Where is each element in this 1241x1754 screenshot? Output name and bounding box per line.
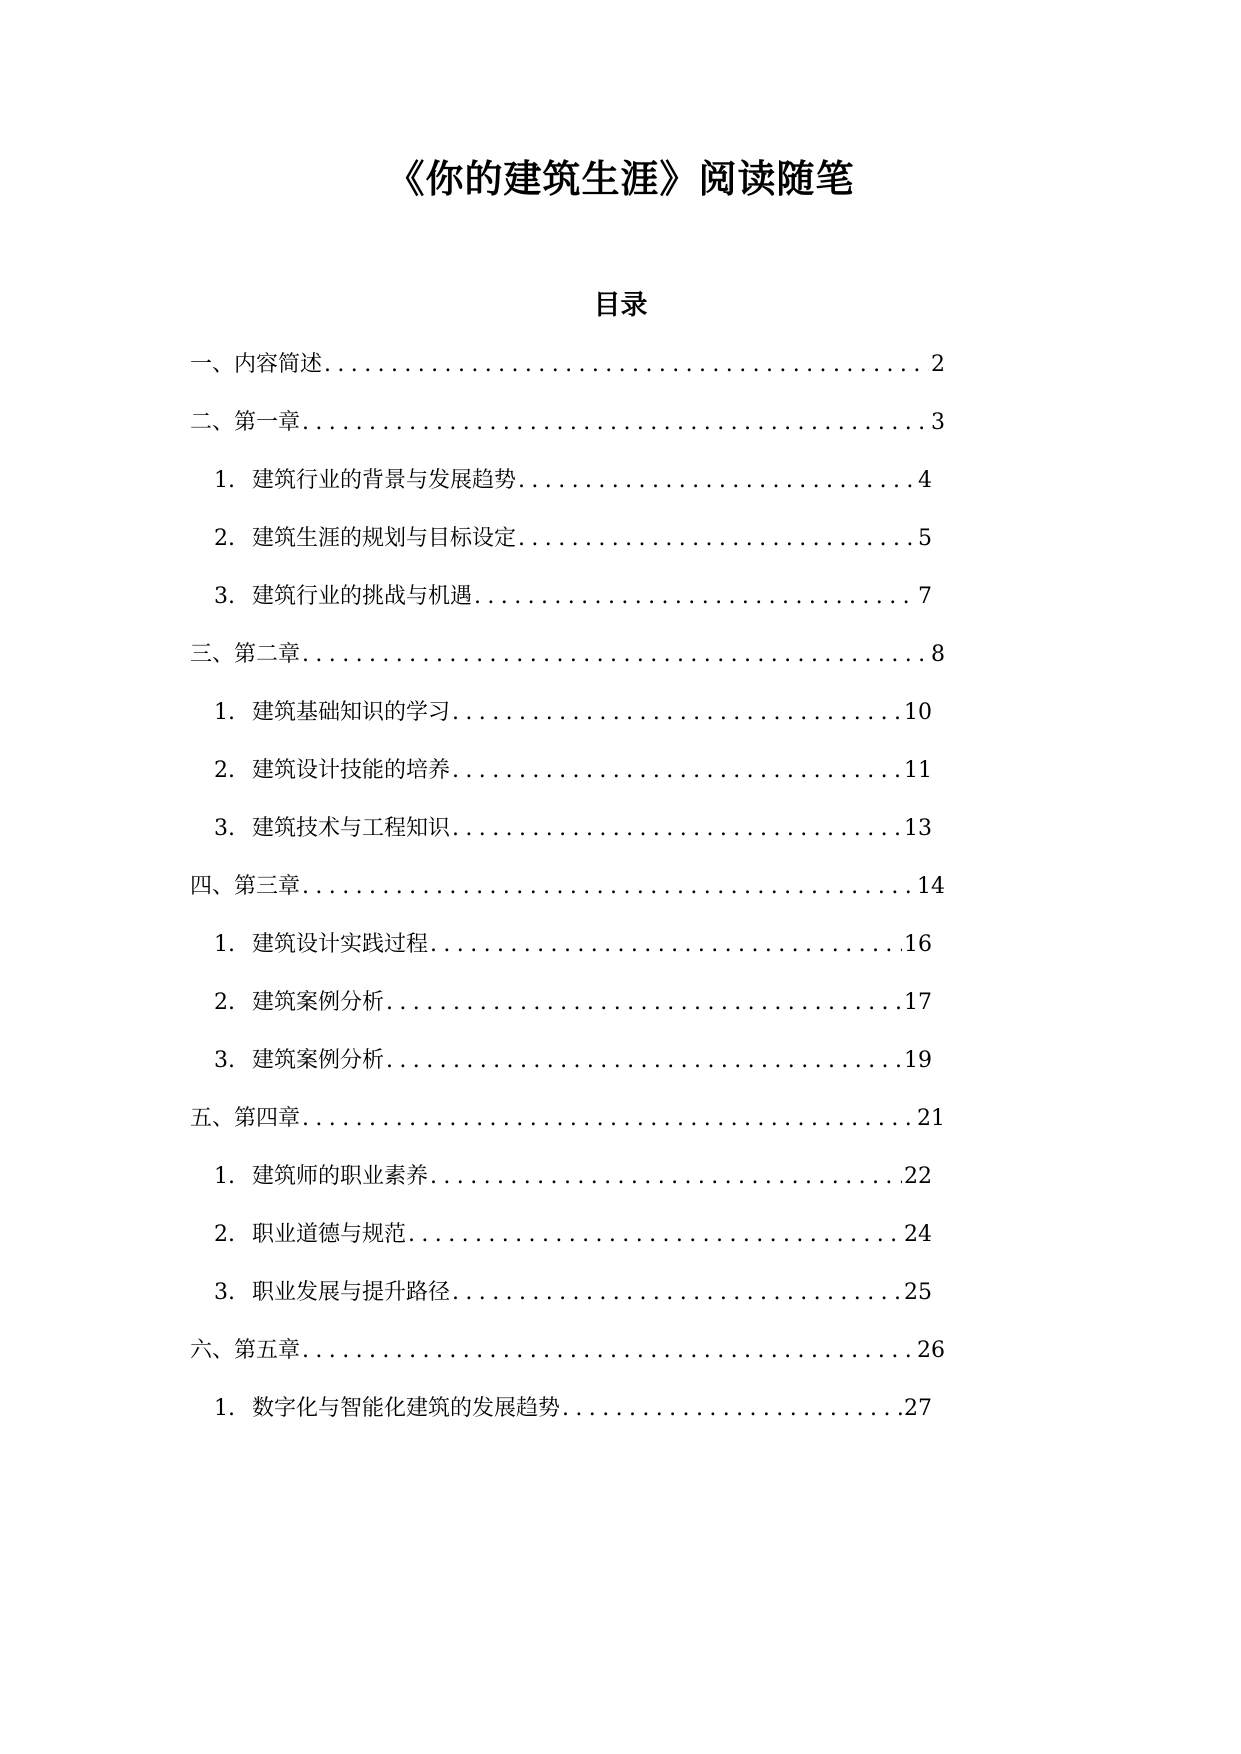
toc-entry[interactable] — [190, 406, 945, 440]
toc-dot-leader — [324, 348, 929, 382]
toc-entry-label: 五、第四章 — [190, 1106, 301, 1131]
toc-subentry[interactable] — [214, 1044, 932, 1078]
toc-page-number: 7 — [918, 584, 932, 609]
toc-page-number: 27 — [904, 1396, 932, 1421]
toc-dot-leader — [452, 1276, 902, 1310]
toc-entry-label: 建筑师的职业素养 — [252, 1164, 429, 1189]
toc-dot-leader — [430, 928, 902, 962]
toc-dot-leader — [474, 580, 916, 614]
toc-subentry[interactable] — [214, 1160, 932, 1194]
toc-subentry-number: 2. — [214, 1222, 235, 1247]
toc-entry-label: 一、内容简述 — [190, 352, 323, 377]
toc-entry[interactable] — [190, 1334, 945, 1368]
toc-subentry-number: 3. — [214, 1280, 235, 1305]
toc-subentry-number: 3. — [214, 1048, 235, 1073]
toc-page-number: 11 — [904, 758, 932, 783]
toc-subentry-number: 2. — [214, 526, 235, 551]
toc-page-number: 24 — [904, 1222, 932, 1247]
toc-dot-leader — [302, 1102, 915, 1136]
toc-entry-label: 数字化与智能化建筑的发展趋势 — [252, 1396, 561, 1421]
toc-entry-label: 六、第五章 — [190, 1338, 301, 1363]
toc-page-number: 4 — [918, 468, 932, 493]
toc-subentry-number: 1. — [214, 932, 235, 957]
toc-dot-leader — [408, 1218, 902, 1252]
toc-entry[interactable] — [190, 1102, 945, 1136]
toc-entry-label: 建筑基础知识的学习 — [252, 700, 451, 725]
toc-subentry-number: 3. — [214, 816, 235, 841]
toc-page-number: 21 — [917, 1106, 945, 1131]
toc-subentry-number: 1. — [214, 1396, 235, 1421]
toc-dot-leader — [386, 1044, 902, 1078]
toc-page-number: 16 — [904, 932, 932, 957]
toc-dot-leader — [430, 1160, 902, 1194]
toc-subentry[interactable] — [214, 928, 932, 962]
toc-page-number: 13 — [904, 816, 932, 841]
toc-entry[interactable] — [190, 870, 945, 904]
toc-entry-label: 建筑案例分析 — [252, 1048, 385, 1073]
toc-subentry-number: 2. — [214, 758, 235, 783]
toc-entry[interactable] — [190, 348, 945, 382]
toc-subentry-number: 1. — [214, 1164, 235, 1189]
toc-dot-leader — [562, 1392, 902, 1426]
toc-subentry[interactable] — [214, 522, 932, 556]
toc-dot-leader — [518, 522, 916, 556]
toc-page-number: 10 — [904, 700, 932, 725]
toc-entry-label: 职业发展与提升路径 — [252, 1280, 451, 1305]
toc-entry-label: 建筑行业的挑战与机遇 — [252, 584, 473, 609]
document-title: 《你的建筑生涯》阅读随笔 — [386, 156, 855, 201]
toc-entry-label: 职业道德与规范 — [252, 1222, 407, 1247]
toc-subentry[interactable] — [214, 1218, 932, 1252]
toc-entry-label: 建筑生涯的规划与目标设定 — [252, 526, 517, 551]
toc-entry-label: 建筑技术与工程知识 — [252, 816, 451, 841]
toc-subentry[interactable] — [214, 754, 932, 788]
toc-page-number: 2 — [931, 352, 945, 377]
toc-page-number: 5 — [918, 526, 932, 551]
toc-page-number: 17 — [904, 990, 932, 1015]
toc-subentry[interactable] — [214, 1392, 932, 1426]
toc-dot-leader — [452, 812, 902, 846]
toc-page-number: 26 — [917, 1338, 945, 1363]
toc-page-number: 3 — [931, 410, 945, 435]
toc-subentry[interactable] — [214, 580, 932, 614]
toc-entry-label: 四、第三章 — [190, 874, 301, 899]
toc-subentry[interactable] — [214, 986, 932, 1020]
toc-dot-leader — [386, 986, 902, 1020]
toc-page-number: 19 — [904, 1048, 932, 1073]
toc-dot-leader — [302, 406, 929, 440]
toc-entry-label: 建筑行业的背景与发展趋势 — [252, 468, 517, 493]
toc-subentry[interactable] — [214, 464, 932, 498]
toc-dot-leader — [302, 870, 915, 904]
toc-page-number: 8 — [931, 642, 945, 667]
toc-subentry-number: 1. — [214, 700, 235, 725]
toc-page-number: 22 — [904, 1164, 932, 1189]
toc-dot-leader — [518, 464, 916, 498]
toc-subentry-number: 3. — [214, 584, 235, 609]
toc-dot-leader — [452, 696, 902, 730]
toc-dot-leader — [302, 638, 929, 672]
toc-entry[interactable] — [190, 638, 945, 672]
toc-entry-label: 建筑案例分析 — [252, 990, 385, 1015]
toc-subentry[interactable] — [214, 696, 932, 730]
toc-subentry-number: 2. — [214, 990, 235, 1015]
toc-dot-leader — [452, 754, 902, 788]
toc-subentry[interactable] — [214, 812, 932, 846]
toc-entry-label: 建筑设计技能的培养 — [252, 758, 451, 783]
toc-dot-leader — [302, 1334, 915, 1368]
toc-entry-label: 三、第二章 — [190, 642, 301, 667]
toc-page-number: 14 — [917, 874, 945, 899]
toc-subentry-number: 1. — [214, 468, 235, 493]
toc-subentry[interactable] — [214, 1276, 932, 1310]
toc-heading: 目录 — [593, 290, 648, 321]
toc-entry-label: 建筑设计实践过程 — [252, 932, 429, 957]
toc-page-number: 25 — [904, 1280, 932, 1305]
toc-entry-label: 二、第一章 — [190, 410, 301, 435]
